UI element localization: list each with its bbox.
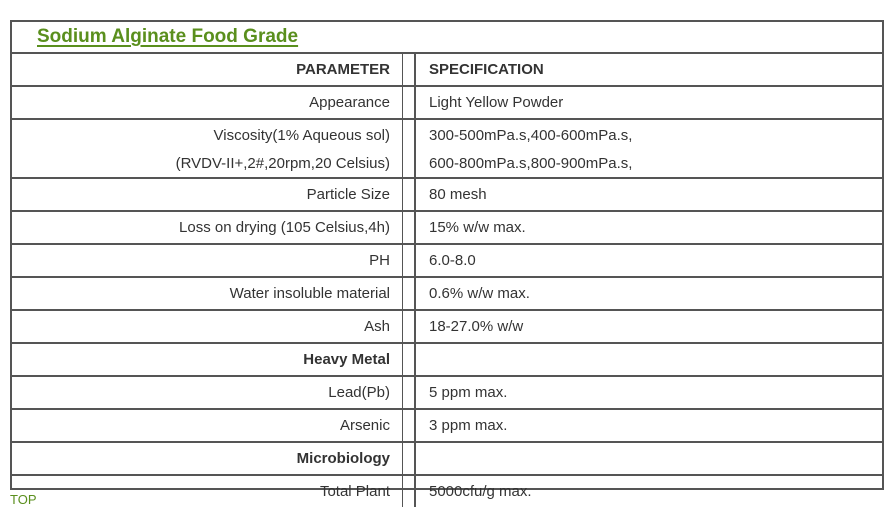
header-specification: SPECIFICATION <box>416 52 884 85</box>
table-row <box>12 474 884 507</box>
table-row <box>12 118 884 177</box>
parameter-cell: Lead(Pb) <box>12 375 402 408</box>
table-row <box>12 375 884 408</box>
specification-line: 600-800mPa.s,800-900mPa.s, <box>429 154 633 172</box>
specification-cell: 18-27.0% w/w <box>416 309 884 342</box>
specification-cell: 80 mesh <box>416 177 884 210</box>
table-row <box>12 210 884 243</box>
specification-cell: 6.0-8.0 <box>416 243 884 276</box>
column-divider <box>402 441 416 474</box>
table-header-row <box>12 52 884 85</box>
parameter-cell: Arsenic <box>12 408 402 441</box>
header-parameter: PARAMETER <box>12 52 402 85</box>
specification-line: 300-500mPa.s,400-600mPa.s, <box>429 126 633 144</box>
parameter-cell: Loss on drying (105 Celsius,4h) <box>12 210 402 243</box>
specification-cell: 0.6% w/w max. <box>416 276 884 309</box>
specification-cell: 3 ppm max. <box>416 408 884 441</box>
parameter-cell: PH <box>12 243 402 276</box>
section-heading: Microbiology <box>12 441 402 474</box>
specification-cell <box>416 342 884 375</box>
page-title[interactable]: Sodium Alginate Food Grade <box>37 26 299 47</box>
section-heading: Heavy Metal <box>12 342 402 375</box>
column-divider <box>402 474 416 507</box>
parameter-cell <box>12 118 402 177</box>
table-row-section <box>12 441 884 474</box>
table-row <box>12 85 884 118</box>
column-divider <box>402 408 416 441</box>
specification-cell <box>416 118 884 177</box>
specification-cell: Light Yellow Powder <box>416 85 884 118</box>
spec-table <box>12 52 884 507</box>
parameter-cell: Appearance <box>12 85 402 118</box>
back-to-top-link[interactable]: TOP <box>10 492 37 507</box>
column-divider <box>402 85 416 118</box>
title-row <box>12 22 882 52</box>
table-row <box>12 177 884 210</box>
parameter-line: (RVDV-II+,2#,20rpm,20 Celsius) <box>175 154 390 172</box>
table-row <box>12 408 884 441</box>
column-divider <box>402 309 416 342</box>
table-row <box>12 243 884 276</box>
column-divider <box>402 375 416 408</box>
parameter-cell: Water insoluble material <box>12 276 402 309</box>
column-divider <box>402 177 416 210</box>
column-divider <box>402 276 416 309</box>
specification-cell <box>416 441 884 474</box>
specification-cell: 5000cfu/g max. <box>416 474 884 507</box>
table-row-section <box>12 342 884 375</box>
column-divider <box>402 118 416 177</box>
parameter-cell: Particle Size <box>12 177 402 210</box>
column-divider <box>402 52 416 85</box>
specification-cell: 15% w/w max. <box>416 210 884 243</box>
parameter-line: Viscosity(1% Aqueous sol) <box>213 126 390 144</box>
parameter-cell: Ash <box>12 309 402 342</box>
specification-cell: 5 ppm max. <box>416 375 884 408</box>
column-divider <box>402 342 416 375</box>
column-divider <box>402 243 416 276</box>
table-row <box>12 309 884 342</box>
table-row <box>12 276 884 309</box>
parameter-cell: Total Plant <box>12 474 402 507</box>
column-divider <box>402 210 416 243</box>
